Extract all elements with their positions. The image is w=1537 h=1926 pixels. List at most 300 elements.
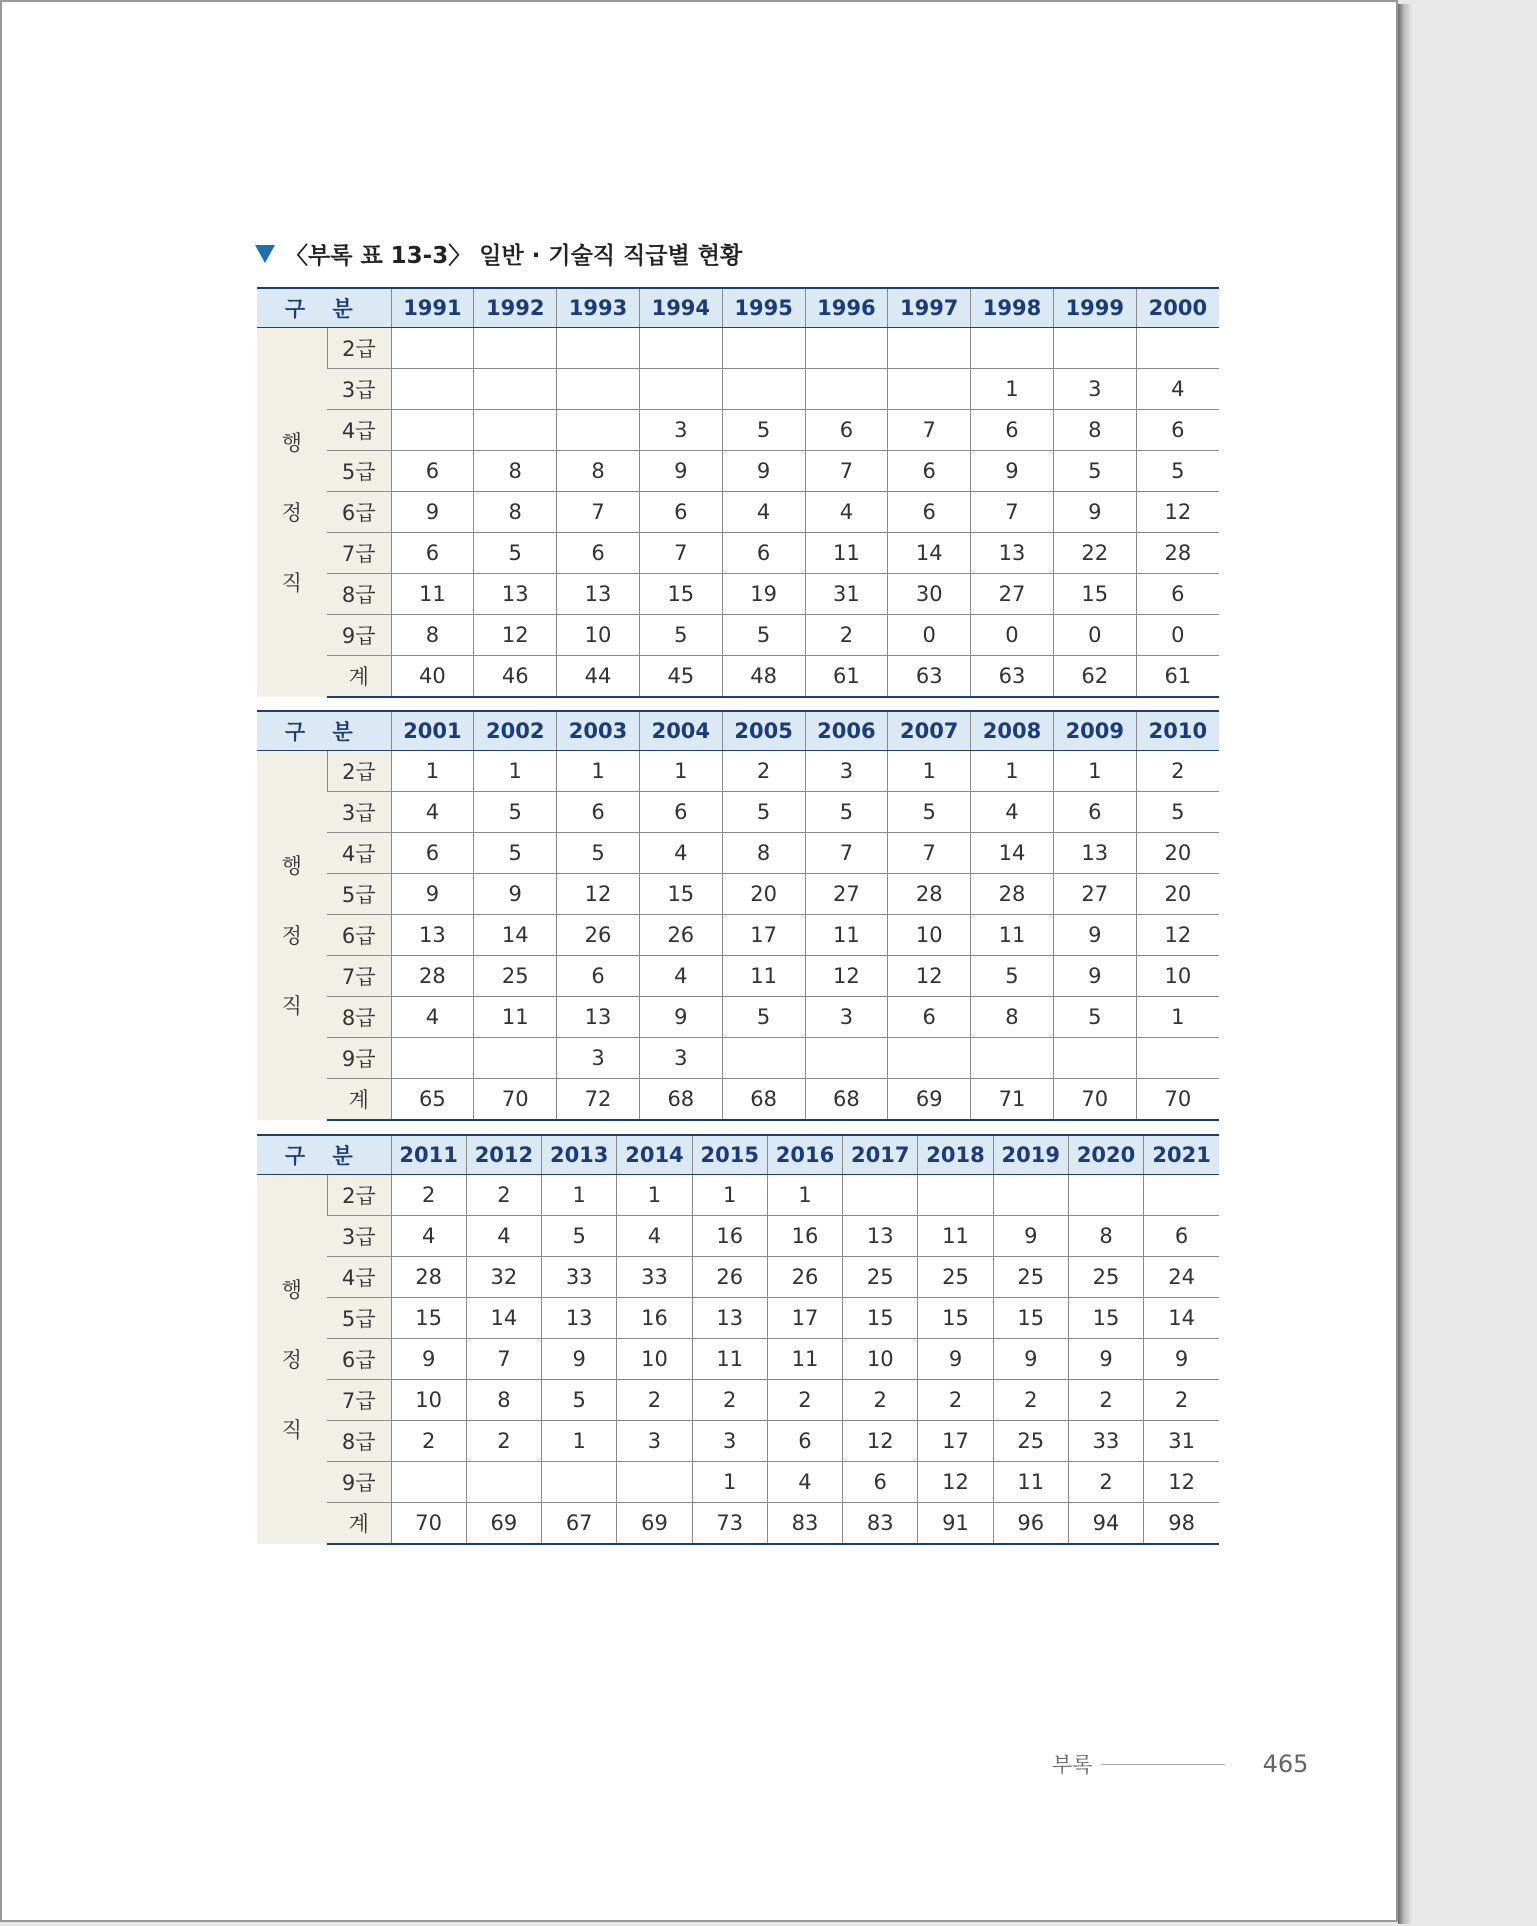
value-cell: 17 xyxy=(918,1421,993,1462)
value-cell: 9 xyxy=(1053,956,1136,997)
value-cell: 16 xyxy=(767,1216,842,1257)
value-cell: 11 xyxy=(474,997,557,1038)
grade-cell: 9급 xyxy=(327,615,391,656)
value-cell: 1 xyxy=(391,751,474,792)
value-cell: 12 xyxy=(918,1462,993,1503)
category-char: 직 xyxy=(281,570,302,595)
grade-cell: 3급 xyxy=(327,1216,391,1257)
value-cell: 5 xyxy=(722,615,805,656)
value-cell: 25 xyxy=(993,1421,1068,1462)
value-cell: 91 xyxy=(918,1503,993,1545)
value-cell: 68 xyxy=(722,1079,805,1121)
value-cell: 28 xyxy=(391,956,474,997)
value-cell: 12 xyxy=(474,615,557,656)
value-cell: 7 xyxy=(805,451,888,492)
value-cell: 16 xyxy=(617,1298,692,1339)
value-cell: 4 xyxy=(617,1216,692,1257)
table-row xyxy=(257,1079,1219,1121)
value-cell xyxy=(1053,1038,1136,1079)
value-cell: 15 xyxy=(391,1298,466,1339)
value-cell: 11 xyxy=(722,956,805,997)
value-cell xyxy=(391,369,474,410)
table-row xyxy=(257,1339,1219,1380)
value-cell: 6 xyxy=(557,533,640,574)
value-cell: 26 xyxy=(557,915,640,956)
value-cell: 2 xyxy=(1068,1462,1143,1503)
value-cell: 20 xyxy=(1136,874,1219,915)
value-cell: 6 xyxy=(888,492,971,533)
value-cell: 12 xyxy=(843,1421,918,1462)
value-cell: 44 xyxy=(557,656,640,698)
value-cell: 9 xyxy=(993,1339,1068,1380)
value-cell: 6 xyxy=(888,997,971,1038)
value-cell: 13 xyxy=(692,1298,767,1339)
value-cell: 7 xyxy=(971,492,1054,533)
value-cell: 70 xyxy=(1053,1079,1136,1121)
page-edge-shadow xyxy=(1398,4,1414,1924)
value-cell: 31 xyxy=(805,574,888,615)
value-cell: 4 xyxy=(1136,369,1219,410)
value-cell: 1 xyxy=(542,1175,617,1216)
value-cell: 3 xyxy=(557,1038,640,1079)
value-cell: 12 xyxy=(805,956,888,997)
value-cell: 2 xyxy=(391,1175,466,1216)
value-cell: 8 xyxy=(391,615,474,656)
year-header: 2002 xyxy=(474,711,557,751)
grade-cell: 2급 xyxy=(327,1175,391,1216)
value-cell: 26 xyxy=(639,915,722,956)
value-cell: 8 xyxy=(1053,410,1136,451)
value-cell: 11 xyxy=(767,1339,842,1380)
value-cell: 10 xyxy=(888,915,971,956)
value-cell: 3 xyxy=(692,1421,767,1462)
value-cell: 13 xyxy=(391,915,474,956)
value-cell: 72 xyxy=(557,1079,640,1121)
value-cell xyxy=(391,328,474,369)
value-cell: 61 xyxy=(1136,656,1219,698)
value-cell xyxy=(993,1175,1068,1216)
value-cell: 5 xyxy=(1136,792,1219,833)
value-cell: 70 xyxy=(391,1503,466,1545)
year-header: 1994 xyxy=(639,288,722,328)
value-cell xyxy=(805,1038,888,1079)
table-row xyxy=(257,615,1219,656)
year-header: 2004 xyxy=(639,711,722,751)
value-cell: 70 xyxy=(1136,1079,1219,1121)
value-cell: 7 xyxy=(466,1339,541,1380)
grade-cell: 6급 xyxy=(327,1339,391,1380)
header-row xyxy=(257,1135,1219,1175)
value-cell xyxy=(466,1462,541,1503)
value-cell: 20 xyxy=(722,874,805,915)
value-cell xyxy=(542,1462,617,1503)
value-cell: 26 xyxy=(692,1257,767,1298)
table-row xyxy=(257,574,1219,615)
value-cell: 6 xyxy=(1144,1216,1219,1257)
year-header: 2018 xyxy=(918,1135,993,1175)
value-cell: 14 xyxy=(466,1298,541,1339)
value-cell xyxy=(722,328,805,369)
value-cell: 6 xyxy=(391,451,474,492)
value-cell: 5 xyxy=(888,792,971,833)
header-row xyxy=(257,288,1219,328)
value-cell: 9 xyxy=(391,874,474,915)
year-header: 2000 xyxy=(1136,288,1219,328)
category-cell xyxy=(257,1175,327,1545)
value-cell: 14 xyxy=(474,915,557,956)
year-header: 2009 xyxy=(1053,711,1136,751)
year-header: 1997 xyxy=(888,288,971,328)
value-cell: 13 xyxy=(1053,833,1136,874)
value-cell: 2 xyxy=(692,1380,767,1421)
value-cell: 27 xyxy=(971,574,1054,615)
footer-section-label: 부록 xyxy=(1052,1753,1093,1777)
value-cell: 68 xyxy=(639,1079,722,1121)
value-cell: 2 xyxy=(722,751,805,792)
value-cell: 71 xyxy=(971,1079,1054,1121)
grade-table-2001-2010 xyxy=(257,710,1219,1121)
table-row xyxy=(257,410,1219,451)
grade-cell: 6급 xyxy=(327,492,391,533)
value-cell: 7 xyxy=(557,492,640,533)
value-cell: 26 xyxy=(767,1257,842,1298)
value-cell: 11 xyxy=(993,1462,1068,1503)
value-cell: 6 xyxy=(971,410,1054,451)
value-cell: 17 xyxy=(722,915,805,956)
value-cell: 40 xyxy=(391,656,474,698)
year-header: 1996 xyxy=(805,288,888,328)
value-cell: 3 xyxy=(639,1038,722,1079)
value-cell: 3 xyxy=(1053,369,1136,410)
value-cell xyxy=(1068,1175,1143,1216)
grade-cell: 9급 xyxy=(327,1038,391,1079)
value-cell: 16 xyxy=(692,1216,767,1257)
value-cell: 11 xyxy=(918,1216,993,1257)
value-cell: 69 xyxy=(888,1079,971,1121)
value-cell: 10 xyxy=(617,1339,692,1380)
year-header: 2006 xyxy=(805,711,888,751)
grade-cell: 6급 xyxy=(327,915,391,956)
value-cell: 25 xyxy=(993,1257,1068,1298)
value-cell: 1 xyxy=(639,751,722,792)
value-cell: 15 xyxy=(639,574,722,615)
value-cell: 6 xyxy=(639,792,722,833)
value-cell: 2 xyxy=(1068,1380,1143,1421)
year-header: 1991 xyxy=(391,288,474,328)
value-cell: 5 xyxy=(557,833,640,874)
year-header: 2010 xyxy=(1136,711,1219,751)
value-cell: 70 xyxy=(474,1079,557,1121)
value-cell: 6 xyxy=(843,1462,918,1503)
year-header: 2005 xyxy=(722,711,805,751)
value-cell: 7 xyxy=(888,410,971,451)
value-cell: 5 xyxy=(542,1216,617,1257)
value-cell: 1 xyxy=(971,751,1054,792)
value-cell: 5 xyxy=(1053,451,1136,492)
value-cell: 17 xyxy=(767,1298,842,1339)
value-cell xyxy=(557,369,640,410)
value-cell: 22 xyxy=(1053,533,1136,574)
year-header: 2021 xyxy=(1144,1135,1219,1175)
value-cell: 0 xyxy=(1053,615,1136,656)
value-cell xyxy=(557,410,640,451)
value-cell: 5 xyxy=(1053,997,1136,1038)
value-cell: 6 xyxy=(722,533,805,574)
value-cell: 2 xyxy=(617,1380,692,1421)
value-cell: 1 xyxy=(542,1421,617,1462)
value-cell xyxy=(639,328,722,369)
year-header: 2017 xyxy=(843,1135,918,1175)
value-cell: 13 xyxy=(557,574,640,615)
value-cell xyxy=(1053,328,1136,369)
value-cell: 8 xyxy=(557,451,640,492)
value-cell: 9 xyxy=(639,997,722,1038)
value-cell: 2 xyxy=(466,1175,541,1216)
value-cell: 5 xyxy=(722,792,805,833)
footer-rule xyxy=(1101,1764,1225,1765)
value-cell: 68 xyxy=(805,1079,888,1121)
page-footer xyxy=(1052,1749,1308,1779)
value-cell: 5 xyxy=(542,1380,617,1421)
year-header: 1992 xyxy=(474,288,557,328)
value-cell: 1 xyxy=(617,1175,692,1216)
value-cell: 28 xyxy=(391,1257,466,1298)
year-header: 2007 xyxy=(888,711,971,751)
value-cell: 69 xyxy=(617,1503,692,1545)
value-cell xyxy=(918,1175,993,1216)
value-cell: 3 xyxy=(617,1421,692,1462)
category-char: 정 xyxy=(281,923,302,948)
year-header: 1995 xyxy=(722,288,805,328)
grade-table-2011-2021 xyxy=(257,1134,1219,1545)
value-cell: 30 xyxy=(888,574,971,615)
value-cell: 6 xyxy=(639,492,722,533)
category-cell xyxy=(257,751,327,1121)
header-gubun: 구 분 xyxy=(257,288,391,328)
value-cell: 6 xyxy=(767,1421,842,1462)
value-cell: 2 xyxy=(918,1380,993,1421)
value-cell: 46 xyxy=(474,656,557,698)
value-cell: 3 xyxy=(805,751,888,792)
grade-cell: 3급 xyxy=(327,792,391,833)
value-cell: 9 xyxy=(391,492,474,533)
value-cell xyxy=(557,328,640,369)
value-cell xyxy=(971,1038,1054,1079)
value-cell: 2 xyxy=(1136,751,1219,792)
category-char: 행 xyxy=(281,430,302,455)
header-gubun: 구 분 xyxy=(257,711,391,751)
table-row xyxy=(257,1257,1219,1298)
table-row xyxy=(257,1175,1219,1216)
value-cell: 12 xyxy=(1144,1462,1219,1503)
value-cell xyxy=(639,369,722,410)
value-cell: 4 xyxy=(391,997,474,1038)
table-row xyxy=(257,1380,1219,1421)
value-cell: 9 xyxy=(1144,1339,1219,1380)
value-cell: 12 xyxy=(557,874,640,915)
value-cell: 9 xyxy=(639,451,722,492)
grade-cell: 5급 xyxy=(327,874,391,915)
category-char: 행 xyxy=(281,853,302,878)
value-cell: 12 xyxy=(1136,915,1219,956)
year-header: 2015 xyxy=(692,1135,767,1175)
value-cell: 25 xyxy=(843,1257,918,1298)
table-row xyxy=(257,874,1219,915)
value-cell xyxy=(805,328,888,369)
value-cell: 5 xyxy=(474,833,557,874)
value-cell: 14 xyxy=(1144,1298,1219,1339)
value-cell: 2 xyxy=(993,1380,1068,1421)
value-cell: 19 xyxy=(722,574,805,615)
value-cell: 3 xyxy=(805,997,888,1038)
table-row xyxy=(257,1421,1219,1462)
grade-cell: 4급 xyxy=(327,410,391,451)
value-cell: 63 xyxy=(971,656,1054,698)
value-cell xyxy=(474,328,557,369)
grade-cell: 8급 xyxy=(327,997,391,1038)
value-cell: 11 xyxy=(692,1339,767,1380)
value-cell: 6 xyxy=(391,533,474,574)
header-gubun: 구 분 xyxy=(257,1135,391,1175)
value-cell xyxy=(888,328,971,369)
value-cell: 5 xyxy=(474,533,557,574)
value-cell: 1 xyxy=(971,369,1054,410)
value-cell: 4 xyxy=(466,1216,541,1257)
value-cell xyxy=(1136,1038,1219,1079)
value-cell xyxy=(888,369,971,410)
value-cell xyxy=(391,1462,466,1503)
value-cell: 15 xyxy=(1068,1298,1143,1339)
value-cell: 2 xyxy=(843,1380,918,1421)
triangle-down-icon xyxy=(255,245,275,263)
value-cell: 73 xyxy=(692,1503,767,1545)
value-cell: 7 xyxy=(639,533,722,574)
value-cell: 8 xyxy=(971,997,1054,1038)
value-cell: 6 xyxy=(805,410,888,451)
grade-cell: 4급 xyxy=(327,833,391,874)
value-cell xyxy=(805,369,888,410)
value-cell: 27 xyxy=(805,874,888,915)
value-cell: 83 xyxy=(767,1503,842,1545)
value-cell: 9 xyxy=(1053,915,1136,956)
value-cell: 27 xyxy=(1053,874,1136,915)
grade-cell: 8급 xyxy=(327,1421,391,1462)
value-cell: 20 xyxy=(1136,833,1219,874)
value-cell: 6 xyxy=(888,451,971,492)
value-cell xyxy=(391,410,474,451)
value-cell: 15 xyxy=(1053,574,1136,615)
value-cell: 11 xyxy=(391,574,474,615)
value-cell: 9 xyxy=(722,451,805,492)
grade-table-1991-2000 xyxy=(257,287,1219,698)
category-char: 직 xyxy=(281,1417,302,1442)
value-cell: 8 xyxy=(466,1380,541,1421)
table-row xyxy=(257,1503,1219,1545)
value-cell: 4 xyxy=(805,492,888,533)
table-row xyxy=(257,915,1219,956)
year-header: 2016 xyxy=(767,1135,842,1175)
value-cell: 10 xyxy=(391,1380,466,1421)
value-cell xyxy=(474,369,557,410)
grade-cell: 7급 xyxy=(327,533,391,574)
value-cell: 63 xyxy=(888,656,971,698)
value-cell xyxy=(843,1175,918,1216)
value-cell: 6 xyxy=(1053,792,1136,833)
year-header: 2011 xyxy=(391,1135,466,1175)
value-cell: 7 xyxy=(888,833,971,874)
year-header: 1998 xyxy=(971,288,1054,328)
value-cell: 12 xyxy=(1136,492,1219,533)
value-cell: 61 xyxy=(805,656,888,698)
value-cell: 28 xyxy=(888,874,971,915)
value-cell: 10 xyxy=(557,615,640,656)
value-cell: 4 xyxy=(639,956,722,997)
grade-cell: 계 xyxy=(327,656,391,698)
year-header: 1999 xyxy=(1053,288,1136,328)
value-cell: 4 xyxy=(722,492,805,533)
value-cell: 1 xyxy=(557,751,640,792)
value-cell: 11 xyxy=(971,915,1054,956)
table-row xyxy=(257,792,1219,833)
value-cell: 8 xyxy=(474,492,557,533)
table-row xyxy=(257,833,1219,874)
value-cell xyxy=(1136,328,1219,369)
value-cell: 25 xyxy=(1068,1257,1143,1298)
category-char: 직 xyxy=(281,993,302,1018)
value-cell: 8 xyxy=(474,451,557,492)
grade-cell: 2급 xyxy=(327,751,391,792)
table-row xyxy=(257,492,1219,533)
year-header: 2008 xyxy=(971,711,1054,751)
grade-cell: 8급 xyxy=(327,574,391,615)
value-cell xyxy=(1144,1175,1219,1216)
value-cell: 10 xyxy=(1136,956,1219,997)
grade-cell: 계 xyxy=(327,1079,391,1121)
table-row xyxy=(257,656,1219,698)
value-cell: 62 xyxy=(1053,656,1136,698)
value-cell: 1 xyxy=(1053,751,1136,792)
value-cell: 9 xyxy=(993,1216,1068,1257)
value-cell: 15 xyxy=(639,874,722,915)
value-cell: 6 xyxy=(391,833,474,874)
grade-cell: 2급 xyxy=(327,328,391,369)
value-cell: 14 xyxy=(971,833,1054,874)
value-cell: 28 xyxy=(1136,533,1219,574)
value-cell xyxy=(474,410,557,451)
value-cell: 15 xyxy=(918,1298,993,1339)
value-cell: 4 xyxy=(639,833,722,874)
table-row xyxy=(257,1038,1219,1079)
value-cell: 3 xyxy=(639,410,722,451)
year-header: 2020 xyxy=(1068,1135,1143,1175)
value-cell: 14 xyxy=(888,533,971,574)
value-cell: 0 xyxy=(971,615,1054,656)
value-cell: 5 xyxy=(805,792,888,833)
value-cell: 2 xyxy=(767,1380,842,1421)
grade-cell: 7급 xyxy=(327,956,391,997)
category-cell xyxy=(257,328,327,698)
table-row xyxy=(257,451,1219,492)
value-cell: 4 xyxy=(391,1216,466,1257)
value-cell: 4 xyxy=(971,792,1054,833)
value-cell xyxy=(617,1462,692,1503)
category-char: 정 xyxy=(281,500,302,525)
year-header: 2014 xyxy=(617,1135,692,1175)
value-cell: 6 xyxy=(1136,410,1219,451)
value-cell: 12 xyxy=(888,956,971,997)
value-cell xyxy=(722,1038,805,1079)
table-title-text: 〈부록 표 13-3〉 일반 · 기술직 직급별 현황 xyxy=(285,243,743,269)
